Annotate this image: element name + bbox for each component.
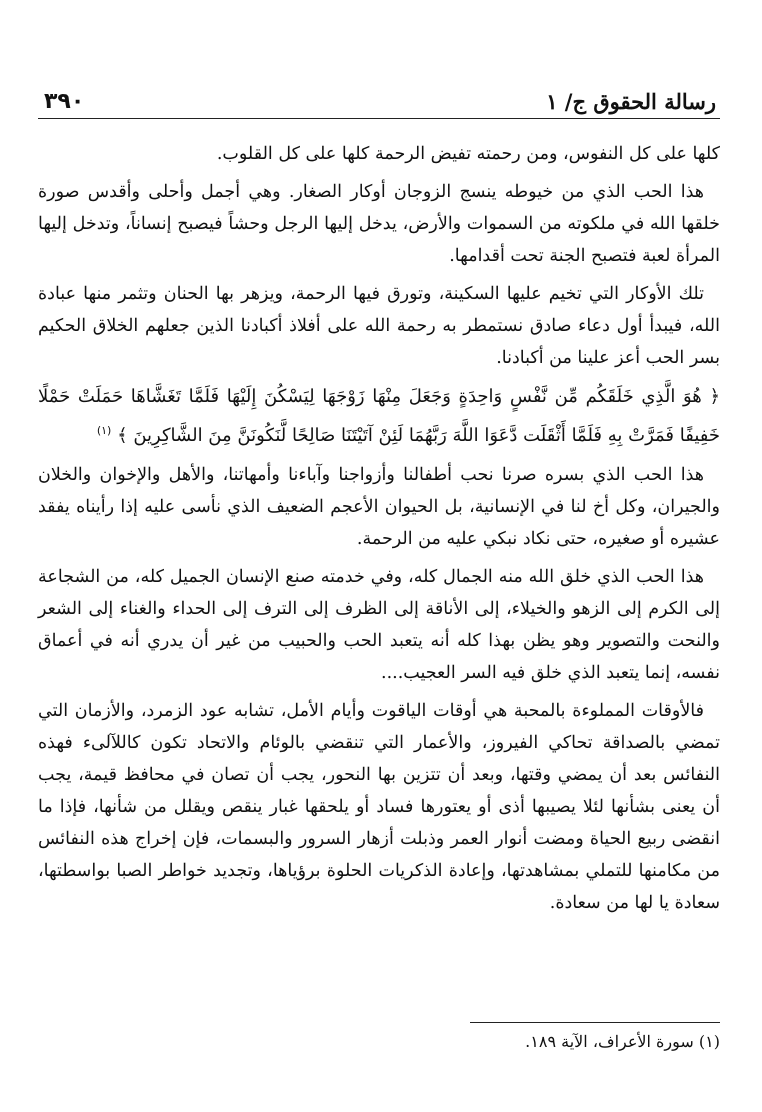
paragraph: هذا الحب الذي خلق الله منه الجمال كله، وفي خدمته صنع الإنسان الجميل كله، من الشجاعة إلى الكرم إلى الزهو والخيلاء، إلى الأناقة إلى الظرف إلى الترف إلى الحداء والغناء إلى الشعر والنحت والتصوير وهو يظن بهذا كله أنه يتعبد الحب والحبيب من غير أن يدري أنه في أعماق نفسه، إنما يتعبد الذي خلق فيه السر العجيب.... xyxy=(38,567,720,683)
book-page xyxy=(38,0,720,1112)
page-header xyxy=(38,72,720,119)
paragraph: هذا الحب الذي بسره صرنا نحب أطفالنا وأزواجنا وآباءنا وأمهاتنا، والأهل والإخوان والخلان والجيران، وكل أخ لنا في الإنسانية، بل الحيوان الأعجم الضعيف الذي نأسى عليه إذا رأيناه يفقد عشيره أو صغيره، حتى نكاد نبكي عليه من الرحمة. xyxy=(38,465,720,549)
quran-verse xyxy=(38,380,720,453)
footnote: (١) سورة الأعراف، الآية ١٨٩. xyxy=(525,1032,720,1051)
running-title: رسالة الحقوق ج/ ١ xyxy=(546,89,716,114)
paragraph: هذا الحب الذي من خيوطه ينسج الزوجان أوكار الصغار. وهي أجمل وأحلى وأقدس صورة خلقها الله في ملكوته من السموات والأرض، يدخل إليها الرجل وحشاً فيصبح إنساناً، وتدخل إليها المرأة لعبة فتصبح الجنة تحت أقدامها. xyxy=(38,182,720,266)
body-text xyxy=(38,138,720,925)
paragraph: كلها على كل النفوس، ومن رحمته تفيض الرحمة كلها على كل القلوب. xyxy=(216,144,720,164)
verse-text: ﴿ هُوَ الَّذِي خَلَقَكُم مِّن نَّفْسٍ وَاحِدَةٍ وَجَعَلَ مِنْهَا زَوْجَهَا لِيَسْكُنَ إِلَيْهَا فَلَمَّا تَغَشَّاهَا حَمَلَتْ حَمْلًا خَفِيفًا فَمَرَّتْ بِهِ فَلَمَّا أَثْقَلَت دَّعَوَا اللَّهَ رَبَّهُمَا لَئِنْ آتَيْتَنَا صَالِحًا لَّنَكُونَنَّ مِنَ الشَّاكِرِينَ ﴾ xyxy=(38,386,720,446)
page-number: ٣٩٠ xyxy=(44,89,85,114)
paragraph: فالأوقات المملوءة بالمحبة هي أوقات الياقوت وأيام الأمل، تشابه عود الزمرد، والأزمان التي تمضي بالصداقة تحاكي الفيروز، والأعمار التي تنقضي بالوئام والاتحاد تكون كاللآلىء فهذه النفائس بعد أن يمضي وقتها، وبعد أن تتزين بها النحور، يجب أن تصان في محافظ قيمة، يجب أن يعنى بشأنها لئلا يصيبها أذى أو يعتورها فساد أو يلحقها غبار ينقص ويقلل من شأنها، فإذا ما انقضى ربيع الحياة ومضت أنوار العمر وذبلت أزهار السرور والبسمات، فإن إخراج هذه النفائس من مكامنها للتملي بمشاهدتها، وإعادة الذكريات الحلوة برؤياها، وتجديد خواطر الصبا بواسطتها، سعادة يا لها من سعادة. xyxy=(38,701,720,913)
paragraph: تلك الأوكار التي تخيم عليها السكينة، وتورق فيها الرحمة، ويزهر بها الحنان وتثمر منها عبادة الله، فيبدأ أول دعاء صادق نستمطر به رحمة الله على أفلاذ أكبادنا الذين جعلهم الخلاق الحكيم بسر الحب أعز علينا من أكبادنا. xyxy=(38,284,720,368)
footnote-marker: (١) xyxy=(96,424,112,437)
footnote-divider xyxy=(470,1022,720,1023)
